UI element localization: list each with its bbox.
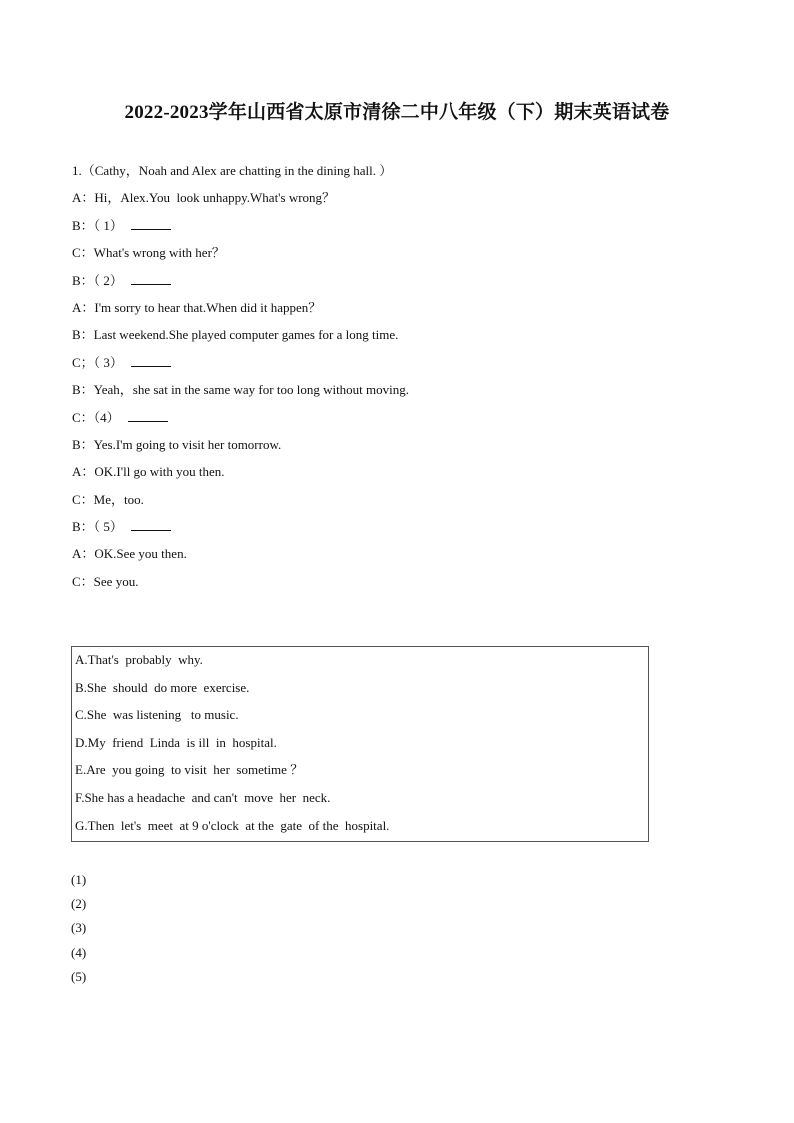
dialogue-line (72, 463, 722, 490)
dialogue-section (72, 162, 722, 600)
dialogue-text: B：Last weekend.She played computer games for a long time. (72, 327, 399, 343)
dialogue-line (72, 436, 722, 463)
dialogue-text: C：See you. (72, 573, 139, 589)
question-intro: 1.（Cathy，Noah and Alex are chatting in the dining hall. ） (72, 163, 393, 178)
dialogue-line (72, 217, 722, 244)
answer-item: (5) (71, 968, 87, 984)
dialogue-text: B：Yeah，she sat in the same way for too long without moving. (72, 382, 410, 398)
dialogue-line (72, 326, 722, 353)
answer-blank[interactable] (128, 410, 168, 422)
dialogue-line (72, 299, 722, 326)
answer-item: (3) (71, 920, 87, 936)
option-item: B.She should do more exercise. (75, 679, 250, 695)
page-title: 2022-2023学年山西省太原市清徐二中八年级（下）期末英语试卷 (124, 102, 670, 123)
answer-item: (4) (71, 944, 87, 960)
dialogue-text: A：I'm sorry to hear that.When did it happen？ (72, 299, 322, 315)
option-item: D.My friend Linda is ill in hospital. (75, 734, 277, 750)
dialogue-line (72, 545, 722, 572)
dialogue-line (72, 381, 722, 408)
dialogue-text: C：Me，too. (72, 491, 144, 507)
dialogue-line (72, 409, 722, 436)
option-item: C.She was listening to music. (75, 707, 239, 723)
answer-item: (2) (71, 896, 87, 912)
dialogue-text: B：（ 5） (72, 519, 123, 535)
dialogue-text: A：OK.I'll go with you then. (72, 464, 225, 480)
dialogue-line (72, 354, 722, 381)
option-item: F.She has a headache and can't move her neck. (75, 789, 331, 805)
dialogue-text: B：（ 2） (72, 272, 123, 288)
dialogue-text: B：Yes.I'm going to visit her tomorrow. (72, 436, 282, 452)
dialogue-text: C：（4） (72, 409, 120, 425)
dialogue-text: C：What's wrong with her？ (72, 245, 225, 261)
answer-blank[interactable] (131, 273, 171, 285)
option-item: A.That's probably why. (75, 652, 203, 667)
answer-blank[interactable] (131, 519, 171, 531)
option-item: G.Then let's meet at 9 o'clock at the gate of the hospital. (75, 817, 390, 833)
dialogue-line (72, 189, 722, 216)
answer-blank[interactable] (131, 355, 171, 367)
answer-list (71, 871, 86, 992)
dialogue-line (72, 518, 722, 545)
answer-blank[interactable] (131, 218, 171, 230)
dialogue-text: A：OK.See you then. (72, 546, 187, 562)
dialogue-text: C；（ 3） (72, 354, 123, 370)
options-box (71, 646, 649, 842)
answer-item: (1) (71, 872, 87, 887)
option-item: E.Are you going to visit her sometime ？ (75, 762, 304, 778)
options-list (75, 651, 389, 844)
dialogue-line (72, 491, 722, 518)
dialogue-lines (72, 189, 722, 600)
dialogue-text: A：Hi，Alex.You look unhappy.What's wrong？ (72, 190, 336, 206)
dialogue-line (72, 244, 722, 271)
dialogue-text: B：（ 1） (72, 217, 123, 233)
dialogue-line (72, 272, 722, 299)
dialogue-line (72, 573, 722, 600)
